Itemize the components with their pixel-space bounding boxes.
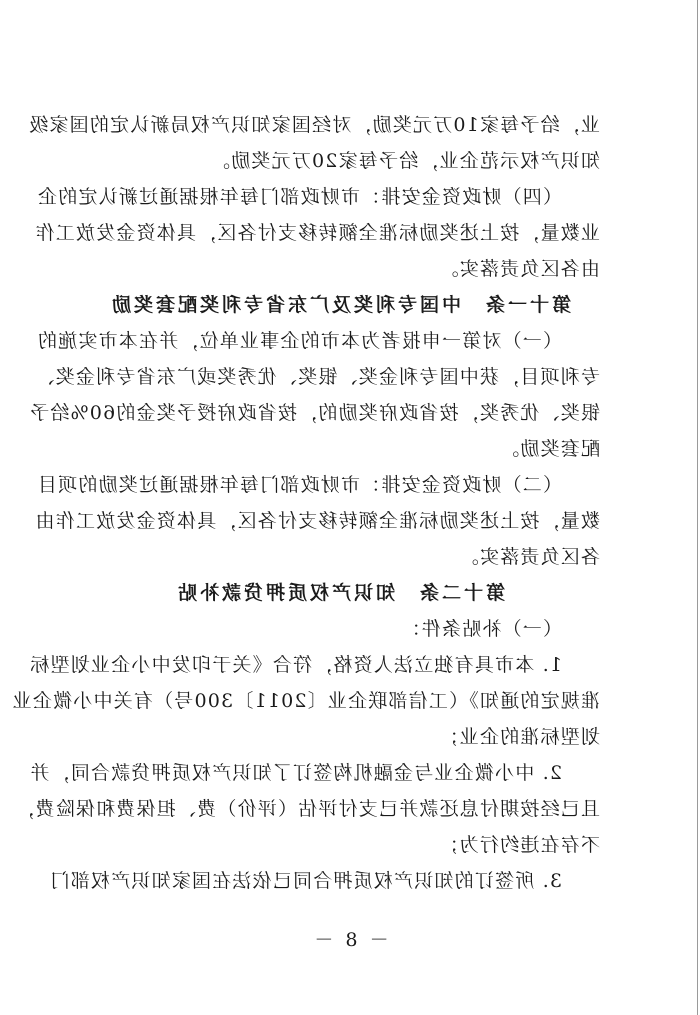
text-line: 3. 所签订的知识产权质押合同已依法在国家知识产权部门	[49, 870, 562, 892]
text-line: 专利项目，获中国专利金奖、银奖、优秀奖或广东省专利金奖、	[34, 366, 600, 388]
text-line: 数量，按上述奖励标准全额转移支付各区，具体资金发放工作由	[34, 510, 600, 532]
text-line: （一）补贴条件：	[400, 618, 562, 640]
text-line: 各区负责落实。	[458, 546, 600, 568]
page-number: － 8 －	[311, 929, 389, 951]
text-line: 业，给予每家10万元奖励，对经国家知识产权局新认定的国家级	[28, 114, 600, 136]
document-body	[11, 112, 600, 904]
article-heading: 第十二条 知识产权质押贷款补贴	[175, 582, 506, 604]
text-line: （一）对第一申报者为本市的企事业单位，并在本市实施的	[36, 330, 562, 352]
text-line: 知识产权示范企业，给予每家20万元奖励。	[209, 150, 600, 172]
text-line: 1. 本市具有独立法人资格，符合《关于印发中小企业划型标	[29, 654, 562, 676]
text-line: 且已经按期付息还款并已支付评估（评价）费、担保费和保险费，	[14, 798, 600, 820]
text-line: 配套奖励。	[498, 438, 600, 460]
text-line: 准规定的通知》（工信部联企业〔2011〕300号）有关中小微企业	[11, 690, 600, 712]
article-heading: 第十一条 中国专利奖及广东省专利奖配套奖励	[109, 294, 572, 316]
text-line: 由各区负责落实。	[438, 258, 600, 280]
page-edge	[697, 0, 698, 1015]
text-line: （二）财政资金安排：市财政部门每年根据通过奖励的项目	[36, 474, 562, 496]
text-line: 2. 中小微企业与金融机构签订了知识产权质押贷款合同，并	[29, 762, 562, 784]
text-line: （四）财政资金安排：市财政部门每年根据通过新认定的企	[36, 186, 562, 208]
text-line: 银奖、优秀奖，按省政府奖励的，按省政府授予奖金的60%给予	[28, 402, 600, 424]
text-line: 不存在违约行为；	[438, 834, 600, 856]
text-line: 划型标准的企业；	[438, 726, 600, 748]
text-line: 业数量，按上述奖励标准全额转移支付各区，具体资金发放工作	[34, 222, 600, 244]
